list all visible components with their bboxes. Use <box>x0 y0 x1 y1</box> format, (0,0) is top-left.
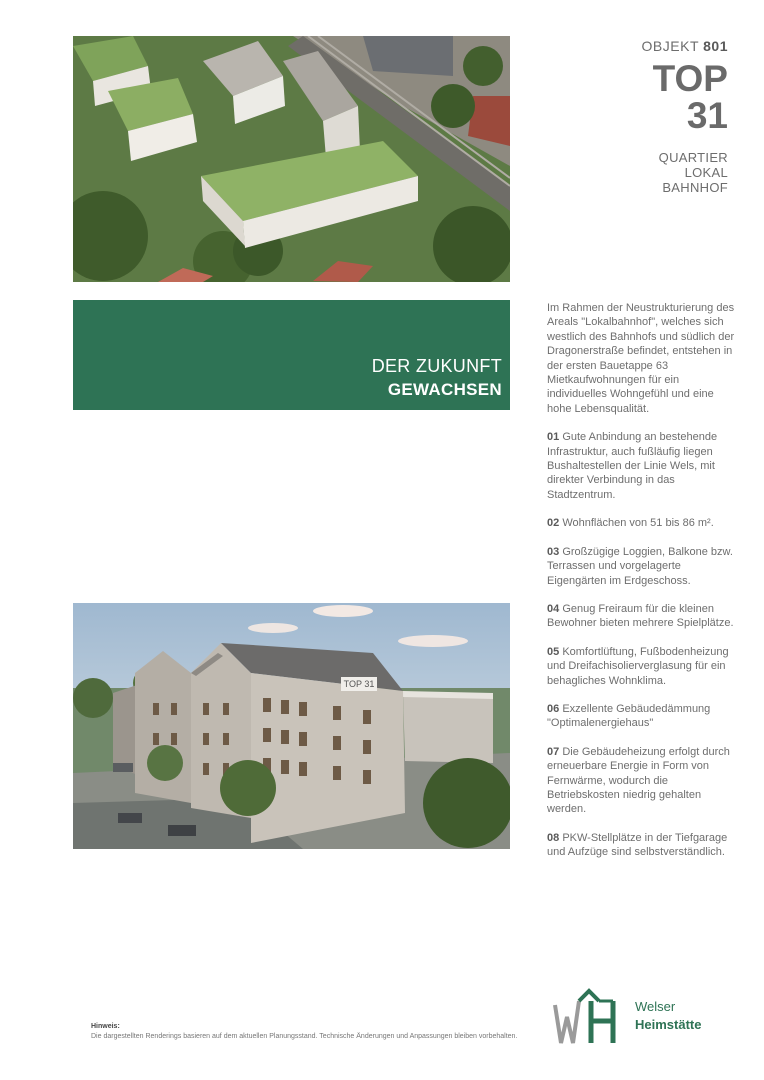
feature-number: 06 <box>547 702 560 715</box>
logo-line-1: Welser <box>635 999 676 1014</box>
project-name <box>642 150 728 195</box>
feature-number: 02 <box>547 517 560 530</box>
project-name-line: BAHNHOF <box>662 180 728 195</box>
feature-number: 03 <box>547 545 560 558</box>
aerial-site-photo <box>73 36 510 282</box>
feature-text: Komfortlüftung, Fußbodenheizung und Dreifachisolierverglasung für ein behagliches Wohnklima. <box>547 645 729 687</box>
feature-number: 05 <box>547 645 560 658</box>
feature-text: Genug Freiraum für die kleinen Bewohner bieten mehrere Spielplätze. <box>547 602 734 630</box>
intro-paragraph: Im Rahmen der Neustrukturierung des Areals "Lokalbahnhof", welches sich westlich des Bahnhofs und südlich der Dragonerstraße befindet, entstehen in der ersten Bauetappe 63 Mietkaufwohnungen für ein individuelles Wohngefühl und eine hohe Lebensqualität. <box>547 302 735 415</box>
slogan-banner <box>73 300 510 410</box>
wh-logo-icon <box>551 987 631 1047</box>
slogan-line-2: GEWACHSEN <box>387 380 502 399</box>
unit-top-word: TOP <box>652 58 728 99</box>
disclaimer-note <box>91 1022 541 1042</box>
object-number: 801 <box>703 38 728 54</box>
feature-item <box>547 430 737 502</box>
disclaimer-label: Hinweis: <box>91 1023 120 1030</box>
feature-text: Exzellente Gebäudedämmung "Optimalenergiehaus" <box>547 702 711 730</box>
feature-text: Die Gebäudeheizung erfolgt durch erneuerbare Energie in Form von Fernwärme, wodurch die Betriebskosten niedrig gehalten werden. <box>547 745 730 816</box>
description-column <box>547 301 737 874</box>
feature-number: 04 <box>547 602 560 615</box>
feature-number: 07 <box>547 745 560 758</box>
feature-item <box>547 602 737 631</box>
feature-item <box>547 702 737 731</box>
feature-item <box>547 645 737 688</box>
feature-item <box>547 516 737 530</box>
project-name-line: LOKAL <box>684 165 728 180</box>
feature-item <box>547 545 737 588</box>
object-header <box>642 38 728 195</box>
top-31-sign-text: TOP 31 <box>343 679 375 689</box>
feature-item <box>547 831 737 860</box>
feature-text: Großzügige Loggien, Balkone bzw. Terrassen und vorgelagerte Eigengärten im Erdgeschoss. <box>547 545 733 587</box>
object-label-text: OBJEKT <box>641 38 699 54</box>
company-logo <box>551 987 741 1047</box>
feature-number: 01 <box>547 431 560 444</box>
project-name-line: QUARTIER <box>658 150 728 165</box>
aerial-illustration <box>73 36 510 282</box>
disclaimer-text: Die dargestellten Renderings basieren auf dem aktuellen Planungsstand. Technische Änderungen und Anpassungen bleiben vorbehalten. <box>91 1033 518 1040</box>
feature-item <box>547 745 737 817</box>
unit-top-number: 31 <box>686 95 728 136</box>
object-label <box>642 38 728 54</box>
logo-line-2: Heimstätte <box>635 1017 702 1032</box>
feature-text: PKW-Stellplätze in der Tiefgarage und Aufzüge sind selbstverständlich. <box>547 831 728 859</box>
slogan-line-1: DER ZUKUNFT <box>371 356 502 376</box>
building-illustration <box>73 603 510 849</box>
building-render-photo <box>73 603 510 849</box>
feature-number: 08 <box>547 831 560 844</box>
feature-text: Wohnflächen von 51 bis 86 m². <box>562 517 714 530</box>
feature-text: Gute Anbindung an bestehende Infrastruktur, auch fußläufig liegen Bushaltestellen der Linie Wels, mit direkter Verbindung in das Stadtzentrum. <box>547 431 718 501</box>
